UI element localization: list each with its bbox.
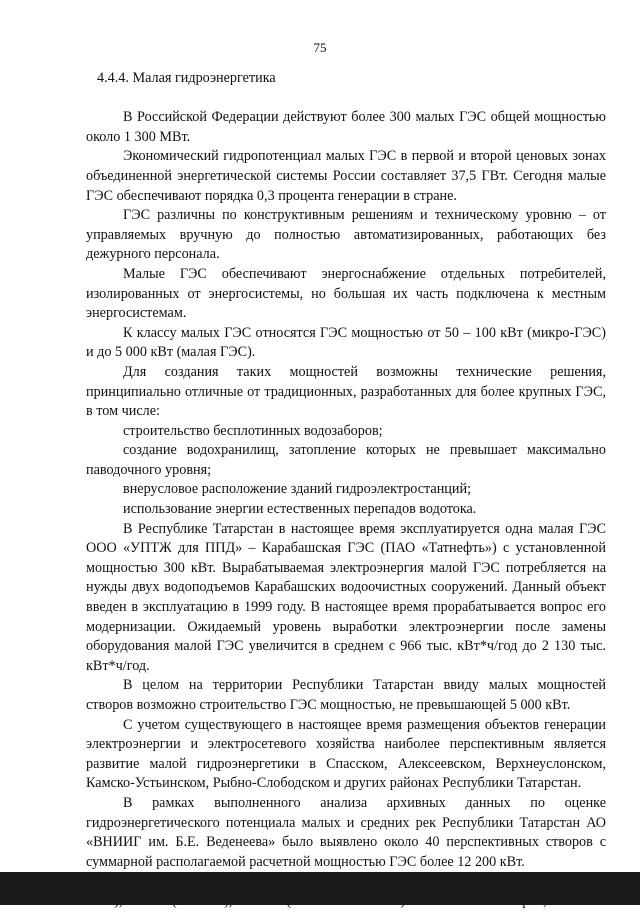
- paragraph: В целом на территории Республики Татарстан ввиду малых мощностей створов возможно строительство ГЭС мощностью, не превышающей 5 000 кВт.: [86, 677, 606, 713]
- page-number: 75: [313, 40, 327, 55]
- list-item: создание водохранилищ, затопление которых не превышает максимально паводочного уровня;: [86, 442, 606, 478]
- list-item: внерусловое расположение зданий гидроэлектростанций;: [123, 481, 472, 498]
- paragraph: К классу малых ГЭС относятся ГЭС мощностью от 50 – 100 кВт (микро-ГЭС) и до 5 000 кВт (малая ГЭС).: [86, 324, 606, 361]
- paragraph-list: [86, 108, 606, 911]
- list-item: строительство бесплотинных водозаборов;: [123, 422, 383, 439]
- paragraph: Для создания таких мощностей возможны технические решения, принципиально отличные от традиционных, разработанных для более крупных ГЭС, в том числе:: [86, 363, 606, 420]
- paragraph: В Российской Федерации действуют более 300 малых ГЭС общей мощностью около 1 300 МВт.: [86, 109, 606, 145]
- paragraph: Малые ГЭС обеспечивают энергоснабжение отдельных потребителей, изолированных от энергосистемы, но большая их часть подключена к местным энергосистемам.: [86, 265, 606, 322]
- scan-bottom-edge: [0, 872, 640, 905]
- paragraph: ГЭС различны по конструктивным решениям и техническому уровню – от управляемых вручную до полностью автоматизированных, работающих без дежурного персонала.: [86, 207, 606, 263]
- paragraph: С учетом существующего в настоящее время размещения объектов генерации электроэнергии и электросетевого хозяйства наиболее перспективным является развитие малой гидроэнергетики в Спасском, Алексеевском, Верхнеуслонском, Камско-Устьинском, Рыбно-Слободском и других районах Республики Татарстан.: [86, 716, 606, 792]
- paragraph: В рамках выполненного анализа архивных данных по оценке гидроэнергетического потенциала малых и средних рек Республики Татарстан АО «ВНИИГ им. Б.Е. Веденеева» было выявлено около 40 перспективных створов с суммарной располагаемой расчетной мощностью ГЭС более 12 200 кВт.: [86, 794, 606, 870]
- list-item: использование энергии естественных перепадов водотока.: [123, 501, 477, 518]
- document-body: [86, 69, 606, 912]
- section-heading: 4.4.4. Малая гидроэнергетика: [97, 70, 276, 86]
- paragraph: В Республике Татарстан в настоящее время эксплуатируется одна малая ГЭС ООО «УПТЖ для ППД» – Карабашская ГЭС (ПАО «Татнефть») с установленной мощностью 300 кВт. Вырабатываемая электроэнергия малой ГЭС потребляется на нужды двух водоподъемов Карабашских водоочистных сооружений. Данный объект введен в эксплуатацию в 1999 году. В настоящее время прорабатывается вопрос его модернизации. Ожидаемый уровень выработки электроэнергии после замены оборудования малой ГЭС увеличится в среднем с 966 тыс. кВт*ч/год до 2 130 тыс. кВт*ч/год.: [86, 520, 606, 674]
- paragraph: Экономический гидропотенциал малых ГЭС в первой и второй ценовых зонах объединенной энергетической системы России составляет 37,5 ГВт. Сегодня малые ГЭС обеспечивают порядка 0,3 процента генерации в стране.: [86, 148, 606, 204]
